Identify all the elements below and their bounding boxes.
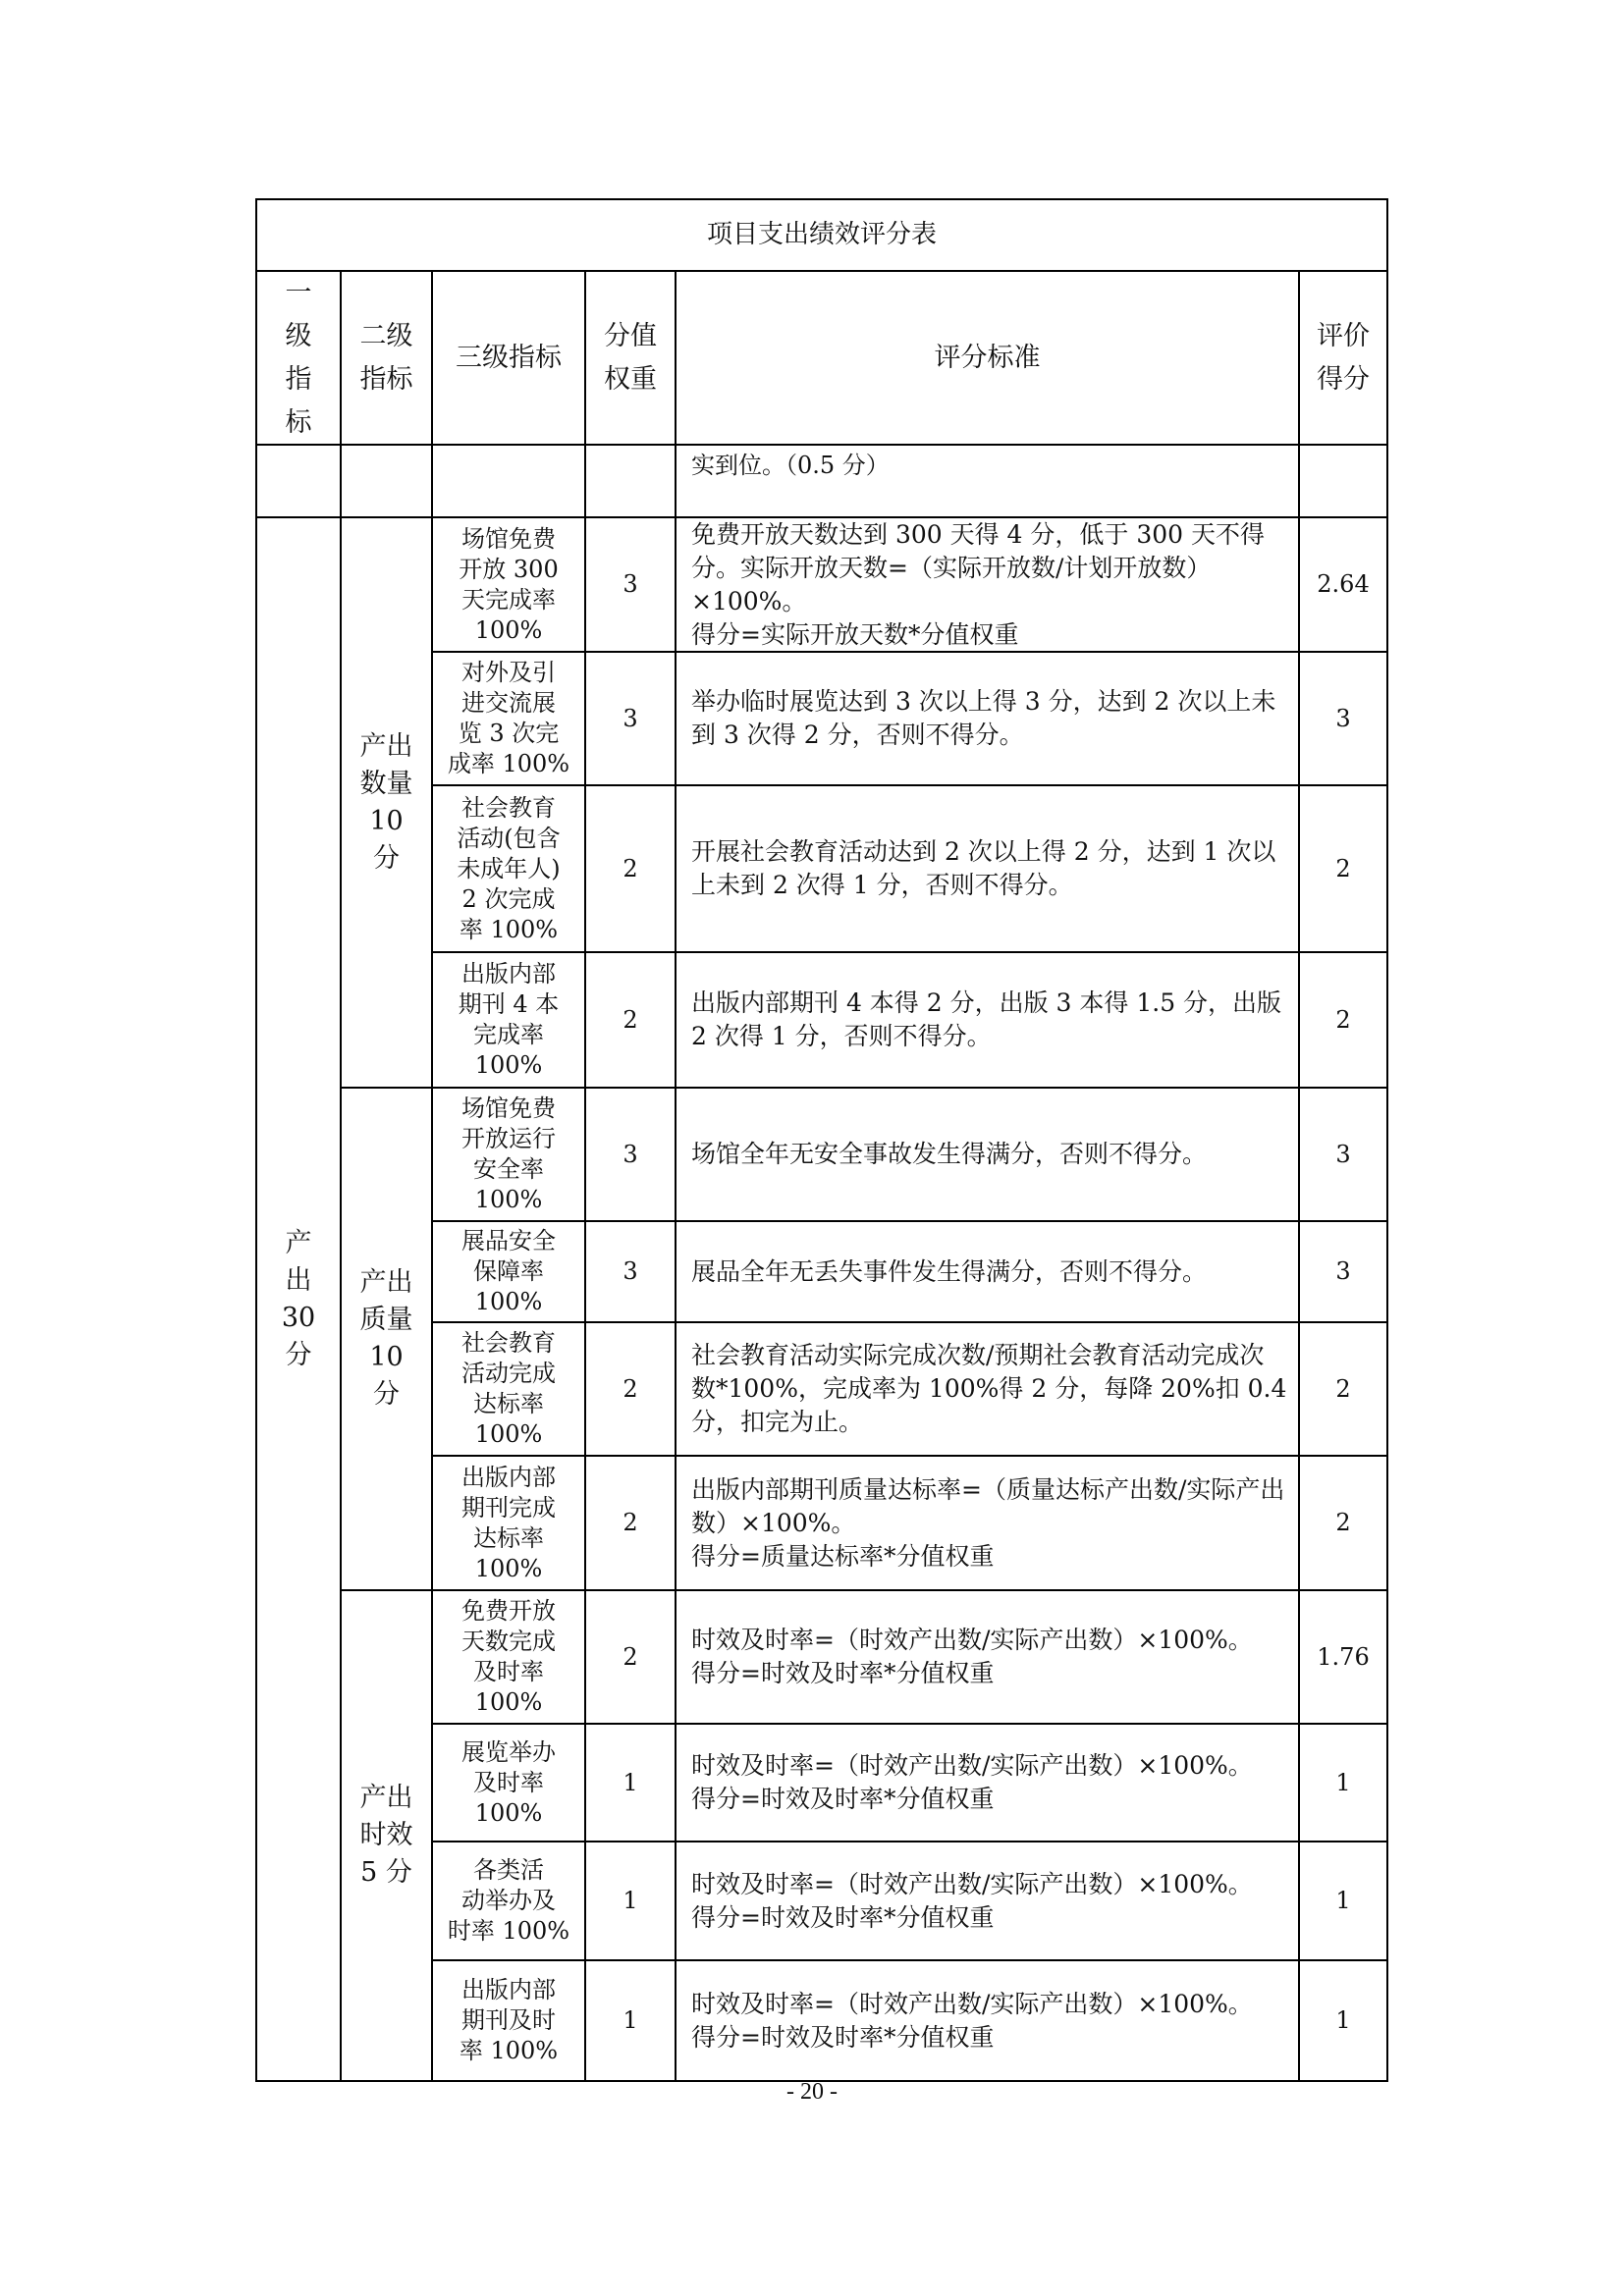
- header-weight: 分值 权重: [604, 320, 657, 395]
- row-criteria: 展品全年无丢失事件发生得满分，否则不得分。: [691, 1256, 1208, 1286]
- row-criteria: 社会教育活动实际完成次数/预期社会教育活动完成次数*100%，完成率为 100%得 2 分，每降 20%扣 0.4 分，扣完为止。: [691, 1341, 1287, 1436]
- row-weight: 2: [623, 1642, 638, 1671]
- row-weight: 2: [623, 854, 638, 882]
- group-output-quality: 产出 质量 10 分: [359, 1267, 413, 1410]
- row-criteria: 时效及时率=（时效产出数/实际产出数）×100%。 得分=时效及时率*分值权重: [691, 1626, 1253, 1687]
- row-score: 3: [1335, 1257, 1351, 1285]
- row-criteria: 举办临时展览达到 3 次以上得 3 分，达到 2 次以上未到 3 次得 2 分，否则不得分。: [691, 687, 1276, 749]
- group-output-quantity: 产出 数量 10 分: [359, 730, 413, 874]
- row-score: 2: [1335, 1509, 1351, 1536]
- row-score: 3: [1335, 704, 1351, 732]
- row-score: 2: [1335, 1374, 1351, 1403]
- row-weight: 3: [623, 570, 638, 598]
- row-indicator: 对外及引 进交流展 览 3 次完 成率 100%: [447, 659, 570, 777]
- row-weight: 3: [623, 1257, 638, 1285]
- row-indicator: 出版内部 期刊及时 率 100%: [459, 1976, 559, 2064]
- row-indicator: 各类活 动举办及 时率 100%: [447, 1856, 570, 1945]
- level1-output-label: 产 出 30 分: [281, 1227, 316, 1370]
- row-score: 1: [1335, 1768, 1351, 1796]
- row-weight: 2: [623, 1374, 638, 1403]
- table-title: 项目支出绩效评分表: [706, 220, 937, 249]
- row-criteria: 时效及时率=（时效产出数/实际产出数）×100%。 得分=时效及时率*分值权重: [691, 1869, 1253, 1932]
- row-weight: 2: [623, 1005, 638, 1034]
- row-indicator: 出版内部 期刊 4 本 完成率 100%: [458, 960, 560, 1079]
- row-score: 1.76: [1317, 1642, 1370, 1671]
- row-criteria: 时效及时率=（时效产出数/实际产出数）×100%。 得分=时效及时率*分值权重: [691, 1751, 1253, 1813]
- row-criteria: 时效及时率=（时效产出数/实际产出数）×100%。 得分=时效及时率*分值权重: [691, 1989, 1253, 2052]
- row-weight: 3: [623, 1140, 638, 1168]
- row-score: 1: [1335, 2006, 1351, 2034]
- row-score: 2.64: [1317, 570, 1370, 598]
- row-indicator: 社会教育 活动完成 达标率 100%: [461, 1329, 556, 1448]
- row-score: 3: [1335, 1140, 1351, 1168]
- row-criteria: 场馆全年无安全事故发生得满分，否则不得分。: [691, 1140, 1208, 1168]
- row-weight: 2: [623, 1509, 638, 1536]
- row-indicator: 出版内部 期刊完成 达标率 100%: [461, 1463, 556, 1582]
- page-number: - 20 -: [786, 2079, 838, 2105]
- row-indicator: 场馆免费 开放运行 安全率 100%: [461, 1095, 556, 1213]
- row-indicator: 场馆免费 开放 300 天完成率 100%: [459, 524, 559, 644]
- row-score: 2: [1335, 1005, 1351, 1034]
- row-weight: 1: [623, 2006, 638, 2034]
- row-criteria: 出版内部期刊质量达标率=（质量达标产出数/实际产出数）×100%。 得分=质量达标率*分值权重: [691, 1474, 1285, 1571]
- row-weight: 1: [623, 1768, 638, 1796]
- group-output-timeliness: 产出 时效 5 分: [359, 1783, 413, 1888]
- row-indicator: 免费开放 天数完成 及时率 100%: [461, 1597, 556, 1716]
- row-criteria: 开展社会教育活动达到 2 次以上得 2 分，达到 1 次以上未到 2 次得 1 分，否则不得分。: [691, 837, 1276, 899]
- row-weight: 1: [623, 1887, 638, 1914]
- header-level1-indicator: 一 级 指 标: [285, 277, 312, 438]
- carry-row-criteria: 实到位。（0.5 分）: [691, 452, 890, 479]
- header-score: 评价 得分: [1317, 320, 1370, 395]
- header-criteria: 评分标准: [934, 342, 1041, 373]
- header-level3-indicator: 三级指标: [456, 342, 562, 373]
- row-criteria: 出版内部期刊 4 本得 2 分，出版 3 本得 1.5 分，出版 2 次得 1 分，否则不得分。: [691, 988, 1282, 1050]
- row-criteria: 免费开放天数达到 300 天得 4 分，低于 300 天不得分。实际开放天数=（实际开放数/计划开放数）×100%。 得分=实际开放天数*分值权重: [691, 519, 1266, 649]
- header-level2-indicator: 二级 指标: [359, 320, 413, 395]
- row-indicator: 社会教育 活动(包含 未成年人) 2 次完成 率 100%: [457, 793, 561, 943]
- row-indicator: 展览举办 及时率 100%: [461, 1737, 556, 1827]
- row-weight: 3: [623, 704, 638, 732]
- row-score: 1: [1335, 1887, 1351, 1914]
- row-indicator: 展品安全 保障率 100%: [461, 1227, 556, 1315]
- row-score: 2: [1335, 854, 1351, 882]
